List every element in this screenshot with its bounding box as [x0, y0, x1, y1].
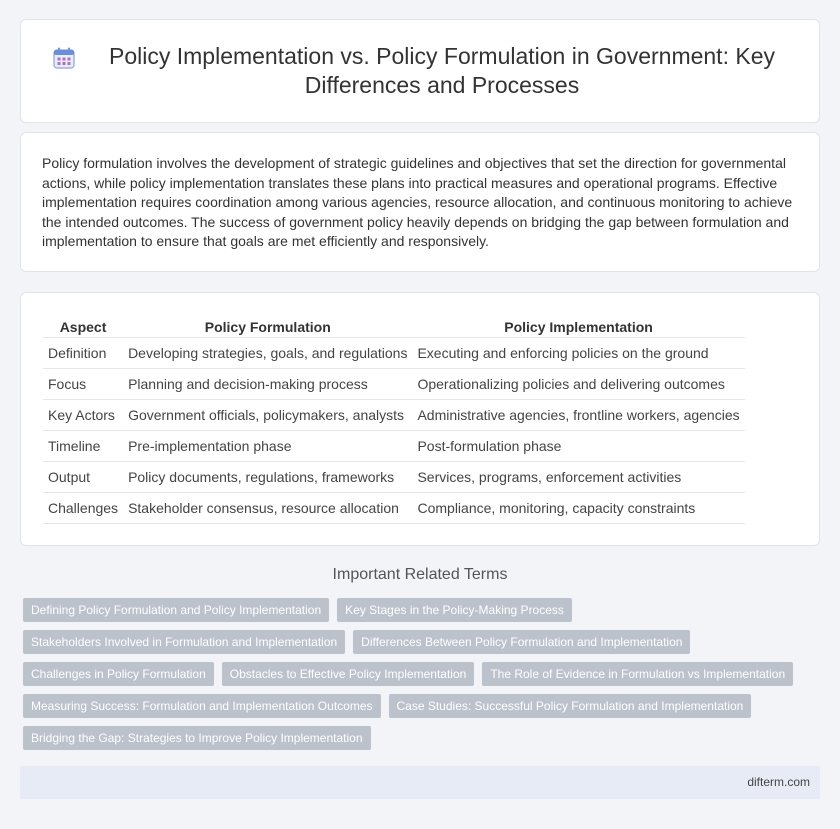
table-row	[43, 493, 745, 524]
related-term-link[interactable]: Obstacles to Effective Policy Implementation	[222, 662, 475, 686]
comparison-card	[20, 292, 820, 546]
aspect-cell: Key Actors	[43, 400, 123, 431]
aspect-cell: Output	[43, 462, 123, 493]
header-card	[20, 19, 820, 123]
table-row	[43, 338, 745, 369]
implementation-cell: Operationalizing policies and delivering outcomes	[412, 369, 744, 400]
table-row	[43, 431, 745, 462]
aspect-cell: Focus	[43, 369, 123, 400]
calendar-icon	[51, 45, 77, 71]
column-header-formulation: Policy Formulation	[123, 315, 412, 338]
related-term-link[interactable]: Challenges in Policy Formulation	[23, 662, 214, 686]
related-term-link[interactable]: Bridging the Gap: Strategies to Improve Policy Implementation	[23, 726, 371, 750]
aspect-cell: Definition	[43, 338, 123, 369]
column-header-aspect: Aspect	[43, 315, 123, 338]
footer	[20, 766, 820, 799]
table-row	[43, 462, 745, 493]
intro-paragraph: Policy formulation involves the development of strategic guidelines and objectives that set the direction for governmental actions, while policy implementation translates these plans into practical measures and operational programs. Effective implementation requires coordination among various agencies, resource allocation, and continuous monitoring to achieve the intended outcomes. The success of government policy heavily depends on bridging the gap between formulation and implementation to ensure that goals are met efficiently and responsively.	[42, 155, 793, 250]
formulation-cell: Developing strategies, goals, and regulations	[123, 338, 412, 369]
aspect-cell: Challenges	[43, 493, 123, 524]
formulation-cell: Planning and decision-making process	[123, 369, 412, 400]
implementation-cell: Executing and enforcing policies on the ground	[412, 338, 744, 369]
table-header-row	[43, 315, 745, 338]
related-term-link[interactable]: Case Studies: Successful Policy Formulation and Implementation	[389, 694, 752, 718]
footer-site-link[interactable]: difterm.com	[747, 775, 810, 789]
comparison-table	[43, 315, 745, 524]
column-header-implementation: Policy Implementation	[412, 315, 744, 338]
related-term-link[interactable]: The Role of Evidence in Formulation vs Implementation	[482, 662, 793, 686]
page-title: Policy Implementation vs. Policy Formulation in Government: Key Differences and Processes	[109, 43, 775, 98]
related-term-link[interactable]: Measuring Success: Formulation and Implementation Outcomes	[23, 694, 381, 718]
implementation-cell: Compliance, monitoring, capacity constraints	[412, 493, 744, 524]
formulation-cell: Policy documents, regulations, frameworks	[123, 462, 412, 493]
implementation-cell: Services, programs, enforcement activities	[412, 462, 744, 493]
formulation-cell: Government officials, policymakers, analysts	[123, 400, 412, 431]
related-term-link[interactable]: Stakeholders Involved in Formulation and Implementation	[23, 630, 345, 654]
formulation-cell: Stakeholder consensus, resource allocation	[123, 493, 412, 524]
aspect-cell: Timeline	[43, 431, 123, 462]
table-row	[43, 400, 745, 431]
related-term-link[interactable]: Differences Between Policy Formulation and Implementation	[353, 630, 690, 654]
related-terms-list	[23, 598, 823, 758]
implementation-cell: Administrative agencies, frontline workers, agencies	[412, 400, 744, 431]
implementation-cell: Post-formulation phase	[412, 431, 744, 462]
related-term-link[interactable]: Key Stages in the Policy-Making Process	[337, 598, 572, 622]
header-inner	[21, 20, 819, 122]
intro-card	[20, 132, 820, 272]
table-row	[43, 369, 745, 400]
formulation-cell: Pre-implementation phase	[123, 431, 412, 462]
related-terms-title: Important Related Terms	[332, 566, 508, 583]
related-term-link[interactable]: Defining Policy Formulation and Policy Implementation	[23, 598, 329, 622]
